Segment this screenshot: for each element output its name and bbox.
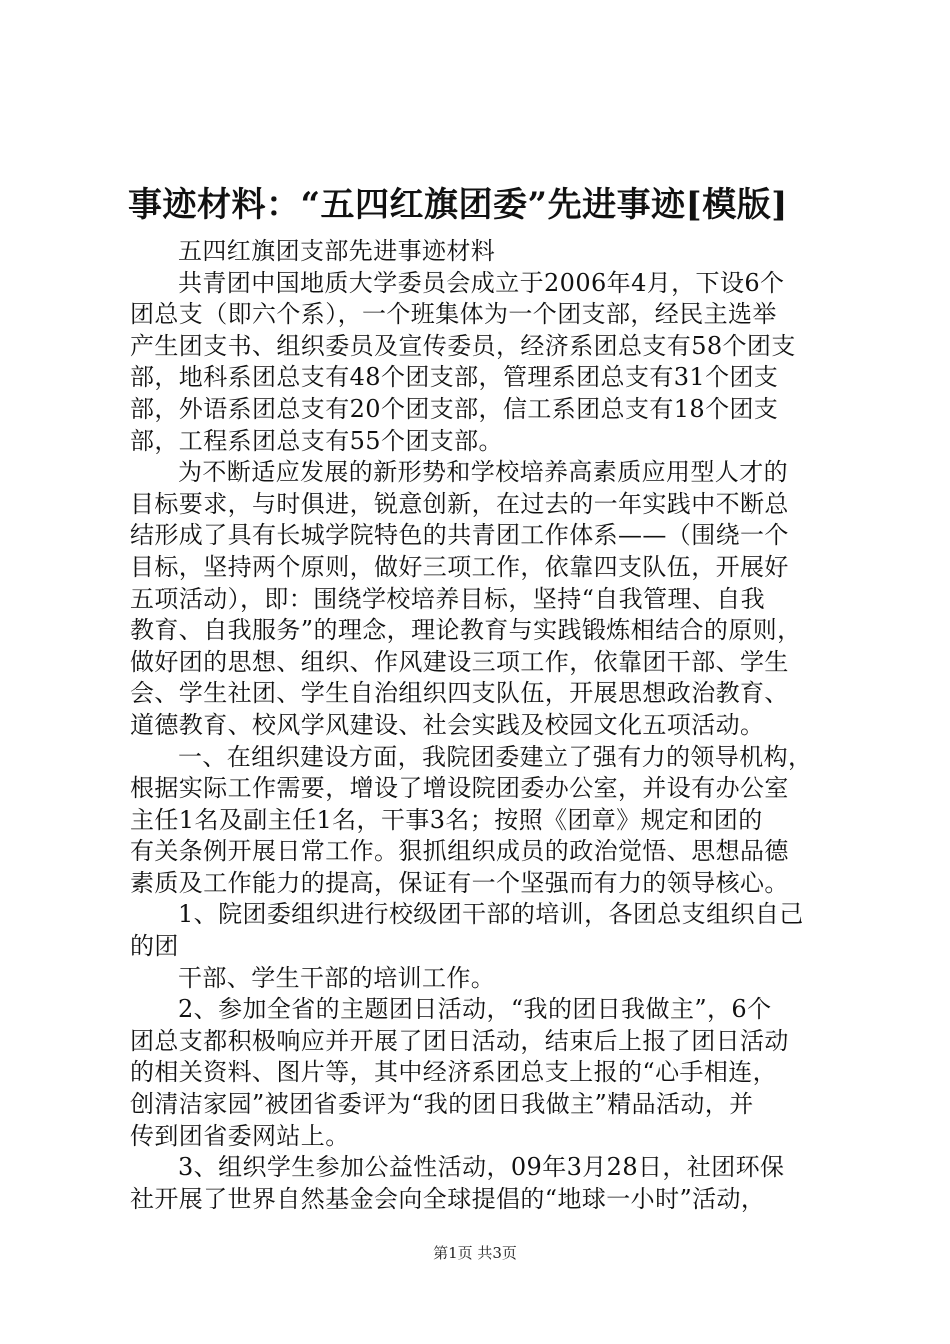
body-text-line: 目标要求，与时俱进，锐意创新，在过去的一年实践中不断总 bbox=[130, 489, 789, 518]
document-title: 事迹材料：“五四红旗团委”先进事迹[模版] bbox=[128, 185, 788, 225]
body-text-line: 3、组织学生参加公益性活动，09年3月28日，社团环保 bbox=[178, 1153, 785, 1182]
body-text-line: 道德教育、校风学风建设、社会实践及校园文化五项活动。 bbox=[130, 710, 765, 739]
body-text-line: 五项活动），即：围绕学校培养目标，坚持“自我管理、自我 bbox=[130, 584, 766, 613]
body-text-line: 为不断适应发展的新形势和学校培养高素质应用型人才的 bbox=[178, 458, 788, 487]
body-text-line: 社开展了世界自然基金会向全球提倡的“地球一小时”活动， bbox=[130, 1184, 766, 1213]
body-text-line: 传到团省委网站上。 bbox=[130, 1121, 350, 1150]
page-number-footer: 第1页 共3页 bbox=[433, 1244, 517, 1262]
document-body bbox=[130, 236, 830, 1215]
body-text-line: 团总支都积极响应并开展了团日活动，结束后上报了团日活动 bbox=[130, 1026, 789, 1055]
body-text-line: 的相关资料、图片等，其中经济系团总支上报的“心手相连， bbox=[130, 1058, 778, 1087]
body-text-line: 2、参加全省的主题团日活动，“我的团日我做主”，6个 bbox=[178, 995, 772, 1024]
body-text-line: 做好团的思想、组织、作风建设三项工作，依靠团干部、学生 bbox=[130, 647, 789, 676]
body-text-line: 部，工程系团总支有55个团支部。 bbox=[130, 426, 503, 455]
body-text-line: 创清洁家园”被团省委评为“我的团日我做主”精品活动，并 bbox=[130, 1090, 754, 1119]
body-text-line: 教育、自我服务”的理念，理论教育与实践锻炼相结合的原则， bbox=[130, 616, 802, 645]
body-text-line: 的团 bbox=[130, 932, 179, 961]
body-text-line: 目标，坚持两个原则，做好三项工作，依靠四支队伍，开展好 bbox=[130, 552, 789, 581]
body-text-line: 团总支（即六个系），一个班集体为一个团支部，经民主选举 bbox=[130, 300, 777, 329]
body-text-line: 有关条例开展日常工作。狠抓组织成员的政治觉悟、思想品德 bbox=[130, 837, 789, 866]
body-text-line: 共青团中国地质大学委员会成立于2006年4月，下设6个 bbox=[178, 268, 785, 297]
body-text-line: 五四红旗团支部先进事迹材料 bbox=[178, 237, 496, 265]
body-text-line: 1、院团委组织进行校级团干部的培训，各团总支组织自己 bbox=[178, 900, 804, 929]
body-text-line: 一、在组织建设方面，我院团委建立了强有力的领导机构， bbox=[178, 742, 813, 771]
body-text-line: 根据实际工作需要，增设了增设院团委办公室，并设有办公室 bbox=[130, 774, 789, 803]
body-text-line: 素质及工作能力的提高，保证有一个坚强而有力的领导核心。 bbox=[130, 868, 789, 897]
body-text-line: 干部、学生干部的培训工作。 bbox=[178, 963, 496, 992]
body-text-line: 会、学生社团、学生自治组织四支队伍，开展思想政治教育、 bbox=[130, 679, 789, 708]
body-text-line: 部，地科系团总支有48个团支部，管理系团总支有31个团支 bbox=[130, 363, 779, 392]
body-text-line: 结形成了具有长城学院特色的共青团工作体系——（围绕一个 bbox=[130, 521, 789, 550]
body-text-line: 主任1名及副主任1名，干事3名；按照《团章》规定和团的 bbox=[130, 805, 763, 834]
body-text-line: 部，外语系团总支有20个团支部，信工系团总支有18个团支 bbox=[130, 394, 779, 423]
body-text-line: 产生团支书、组织委员及宣传委员，经济系团总支有58个团支 bbox=[130, 331, 796, 360]
